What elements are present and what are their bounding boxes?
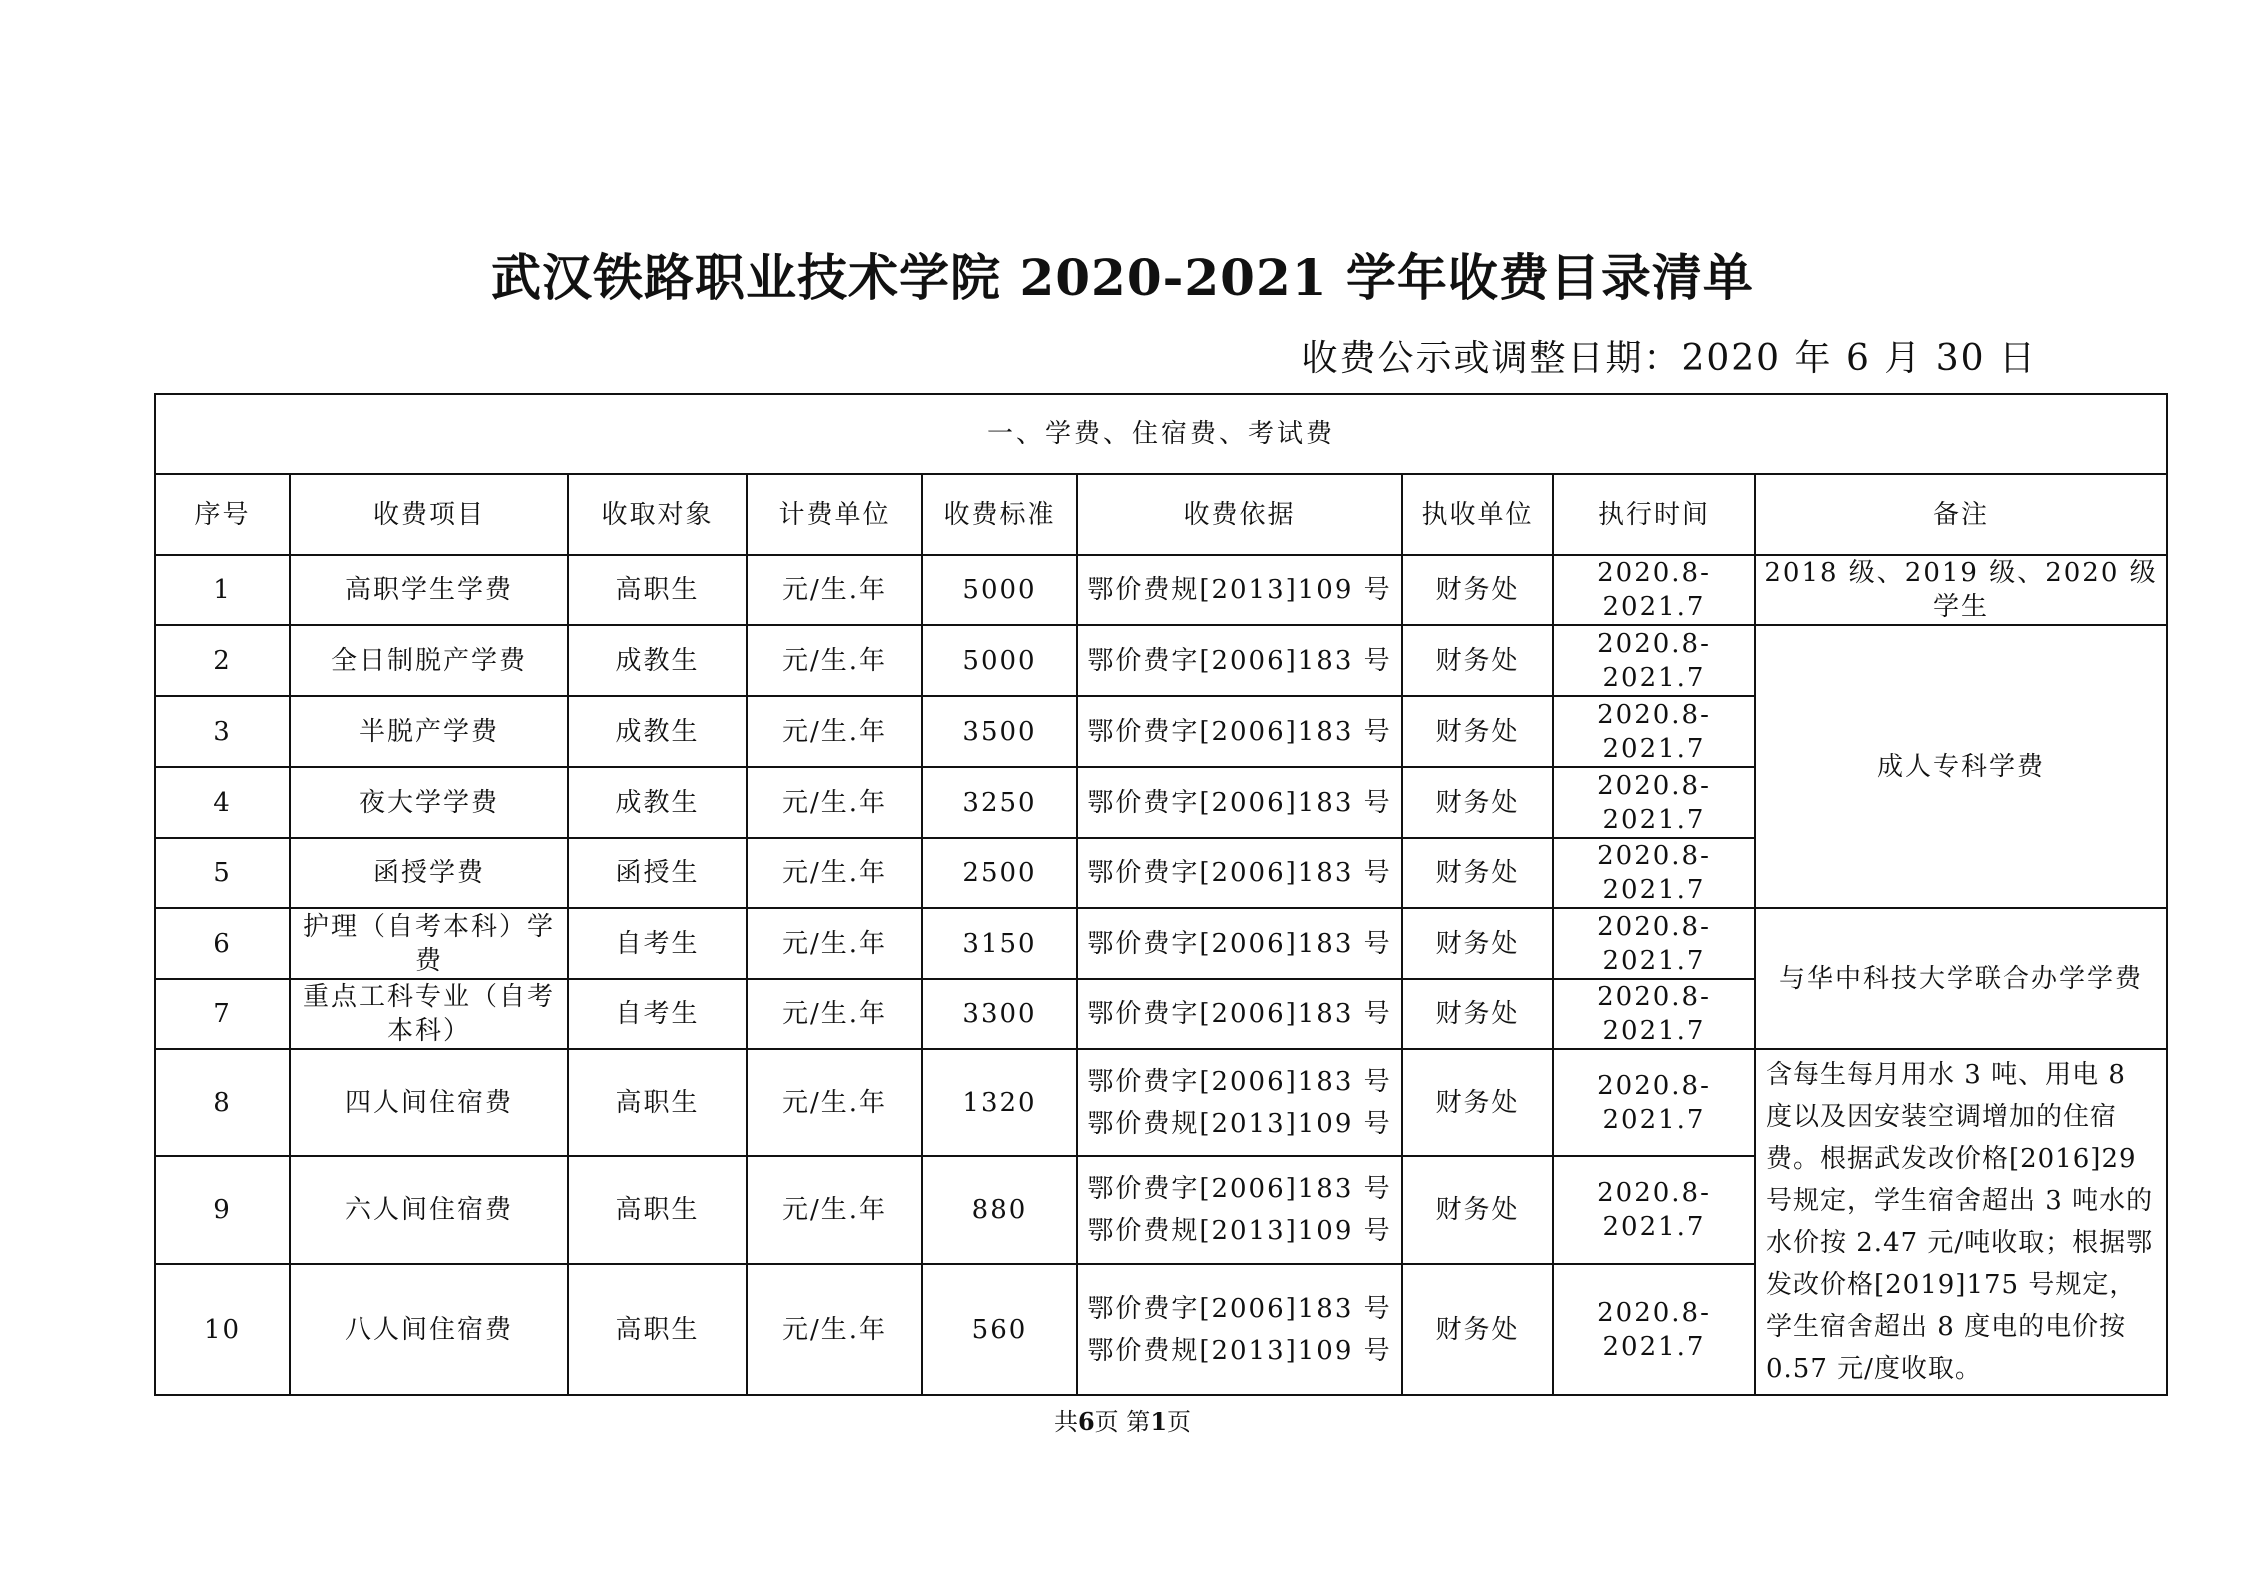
footer-prefix: 共 [1053,1408,1078,1436]
row-unit: 元/生.年 [747,979,922,1049]
row-period: 2020.8-2021.7 [1553,1049,1755,1156]
table-row [155,1049,2167,1156]
row-unit: 元/生.年 [747,767,922,838]
row-standard: 5000 [922,555,1077,625]
row-unit: 元/生.年 [747,1156,922,1264]
row-period: 2020.8-2021.7 [1553,767,1755,838]
basis-line: 鄂价费字[2006]183 号 [1087,1174,1392,1205]
row-collector: 财务处 [1402,1156,1553,1264]
row-collector: 财务处 [1402,838,1553,908]
row-unit: 元/生.年 [747,555,922,625]
row-period: 2020.8-2021.7 [1553,625,1755,696]
row-period: 2020.8-2021.7 [1553,979,1755,1049]
row-target: 高职生 [568,1156,747,1264]
table-row [155,908,2167,979]
row-standard: 3500 [922,696,1077,767]
footer-mid: 页 第 [1094,1408,1151,1436]
table-row [155,625,2167,696]
row-item: 函授学费 [290,838,568,908]
row-target: 自考生 [568,908,747,979]
row-unit: 元/生.年 [747,838,922,908]
header-row [155,474,2167,555]
col-header-no: 序号 [155,474,290,555]
row-item: 夜大学学费 [290,767,568,838]
row-period: 2020.8-2021.7 [1553,908,1755,979]
col-header-period: 执行时间 [1553,474,1755,555]
row-target: 成教生 [568,767,747,838]
page-footer [0,1402,2245,1437]
row-unit: 元/生.年 [747,1264,922,1395]
col-header-remarks: 备注 [1755,474,2167,555]
row-no: 3 [155,696,290,767]
row-standard: 3150 [922,908,1077,979]
row-target: 自考生 [568,979,747,1049]
row-item: 六人间住宿费 [290,1156,568,1264]
row-item: 护理（自考本科）学费 [290,908,568,979]
row-collector: 财务处 [1402,1049,1553,1156]
row-collector: 财务处 [1402,908,1553,979]
row-standard: 880 [922,1156,1077,1264]
row-target: 高职生 [568,555,747,625]
row-target: 高职生 [568,1264,747,1395]
row-target: 成教生 [568,625,747,696]
basis-line: 鄂价费规[2013]109 号 [1087,1335,1392,1366]
row-standard: 3250 [922,767,1077,838]
row-no: 2 [155,625,290,696]
row-no: 10 [155,1264,290,1395]
row-standard: 1320 [922,1049,1077,1156]
row-period: 2020.8-2021.7 [1553,1264,1755,1395]
row-no: 4 [155,767,290,838]
row-standard: 560 [922,1264,1077,1395]
row-basis [1077,1156,1402,1264]
row-no: 9 [155,1156,290,1264]
col-header-unit: 计费单位 [747,474,922,555]
row-no: 6 [155,908,290,979]
row-no: 5 [155,838,290,908]
row-standard: 5000 [922,625,1077,696]
announcement-date: 收费公示或调整日期：2020 年 6 月 30 日 [1301,338,2037,379]
row-no: 7 [155,979,290,1049]
col-header-collector: 执收单位 [1402,474,1553,555]
basis-line: 鄂价费规[2013]109 号 [1087,1216,1392,1247]
row-period: 2020.8-2021.7 [1553,696,1755,767]
col-header-basis: 收费依据 [1077,474,1402,555]
row-target: 成教生 [568,696,747,767]
row-no: 1 [155,555,290,625]
remark-joint-program: 与华中科技大学联合办学学费 [1755,908,2167,1049]
row-standard: 2500 [922,838,1077,908]
remark-dormitory-fee: 含每生每月用水 3 吨、用电 8 度以及因安装空调增加的住宿费。根据武发改价格[2016]29 号规定，学生宿舍超出 3 吨水的水价按 2.47 元/吨收取；根据鄂发改价格[2019]175 号规定，学生宿舍超出 8 度电的电价按 0.57 元/度收取。 [1755,1049,2167,1395]
row-basis: 鄂价费字[2006]183 号 [1077,625,1402,696]
row-period: 2020.8-2021.7 [1553,838,1755,908]
row-item: 重点工科专业（自考本科） [290,979,568,1049]
table-row [155,555,2167,625]
col-header-target: 收取对象 [568,474,747,555]
basis-line: 鄂价费字[2006]183 号 [1087,1293,1392,1324]
row-basis: 鄂价费字[2006]183 号 [1077,767,1402,838]
row-item: 全日制脱产学费 [290,625,568,696]
row-unit: 元/生.年 [747,908,922,979]
remark-adult-college: 成人专科学费 [1755,625,2167,908]
row-period: 2020.8-2021.7 [1553,1156,1755,1264]
row-no: 8 [155,1049,290,1156]
basis-line: 鄂价费字[2006]183 号 [1087,1066,1392,1097]
row-collector: 财务处 [1402,767,1553,838]
col-header-item: 收费项目 [290,474,568,555]
row-basis: 鄂价费字[2006]183 号 [1077,979,1402,1049]
remark-grade-range: 2018 级、2019 级、2020 级学生 [1755,555,2167,625]
row-item: 高职学生学费 [290,555,568,625]
row-collector: 财务处 [1402,979,1553,1049]
footer-total-pages: 6 [1077,1407,1095,1436]
basis-line: 鄂价费规[2013]109 号 [1087,1108,1392,1139]
row-basis: 鄂价费规[2013]109 号 [1077,555,1402,625]
row-collector: 财务处 [1402,555,1553,625]
row-basis: 鄂价费字[2006]183 号 [1077,908,1402,979]
row-unit: 元/生.年 [747,625,922,696]
footer-suffix: 页 [1167,1408,1192,1436]
row-standard: 3300 [922,979,1077,1049]
row-basis [1077,1049,1402,1156]
row-basis: 鄂价费字[2006]183 号 [1077,838,1402,908]
row-basis: 鄂价费字[2006]183 号 [1077,696,1402,767]
row-unit: 元/生.年 [747,696,922,767]
row-target: 高职生 [568,1049,747,1156]
col-header-standard: 收费标准 [922,474,1077,555]
row-item: 半脱产学费 [290,696,568,767]
row-target: 函授生 [568,838,747,908]
fee-table [154,393,2168,1396]
row-collector: 财务处 [1402,625,1553,696]
footer-current-page: 1 [1150,1407,1168,1436]
row-item: 四人间住宿费 [290,1049,568,1156]
row-basis [1077,1264,1402,1395]
row-unit: 元/生.年 [747,1049,922,1156]
row-collector: 财务处 [1402,1264,1553,1395]
document-title: 武汉铁路职业技术学院 2020-2021 学年收费目录清单 [491,248,1754,307]
row-period: 2020.8-2021.7 [1553,555,1755,625]
row-collector: 财务处 [1402,696,1553,767]
row-item: 八人间住宿费 [290,1264,568,1395]
section-title: 一、学费、住宿费、考试费 [155,394,2167,474]
